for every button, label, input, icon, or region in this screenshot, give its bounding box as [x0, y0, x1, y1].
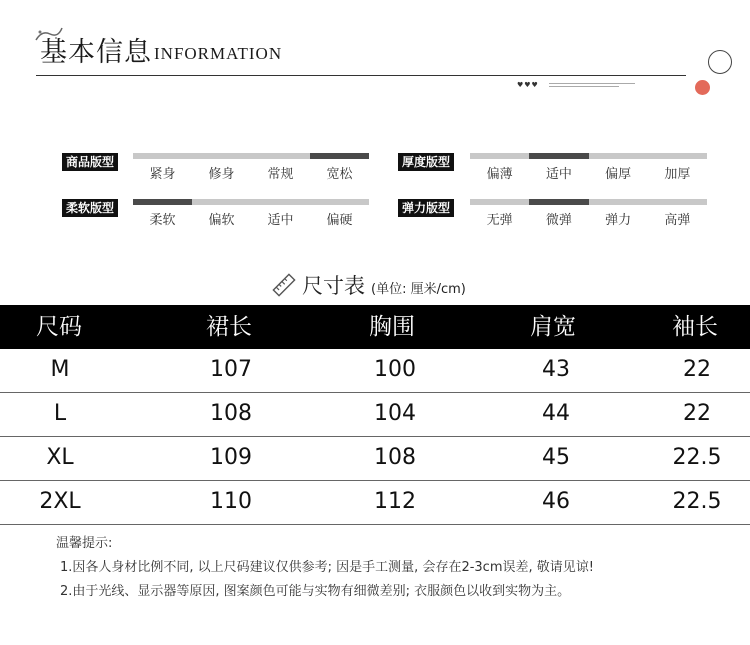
table-cell: 22 [683, 357, 711, 382]
attribute-option: 加厚 [664, 167, 691, 182]
decorative-hearts: ♥♥♥ [517, 81, 539, 89]
table-cell: 108 [374, 445, 416, 470]
table-row-divider [0, 436, 750, 437]
column-header-shoulder: 肩宽 [530, 314, 576, 340]
attribute-option: 常规 [267, 167, 294, 182]
table-cell: 107 [210, 357, 252, 382]
table-cell: XL [46, 445, 74, 470]
table-row-divider [0, 480, 750, 481]
column-header-bust: 胸围 [369, 314, 415, 340]
table-cell: 44 [542, 401, 570, 426]
attribute-selected-segment [133, 199, 192, 205]
attribute-selected-segment [529, 153, 588, 159]
size-chart-unit: (单位: 厘米/cm) [371, 281, 466, 297]
table-cell: 108 [210, 401, 252, 426]
decorative-lines [549, 83, 635, 89]
size-chart-title: 尺寸表 [302, 274, 365, 298]
table-cell: 100 [374, 357, 416, 382]
table-cell: 43 [542, 357, 570, 382]
table-row-divider [0, 524, 750, 525]
attribute-option: 柔软 [149, 213, 176, 228]
attribute-option: 宽松 [326, 167, 353, 182]
attribute-option: 高弹 [664, 213, 691, 228]
attribute-option: 适中 [545, 167, 572, 182]
note-item-1: 1.因各人身材比例不同, 以上尺码建议仅供参考; 因是手工测量, 会存在2-3cm误差, 敬请见谅! [60, 560, 594, 575]
attribute-scale-bar [133, 199, 369, 205]
attribute-option: 偏软 [208, 213, 235, 228]
table-cell: 104 [374, 401, 416, 426]
table-cell: M [50, 357, 70, 382]
decorative-circle-icon [708, 50, 732, 74]
table-cell: 45 [542, 445, 570, 470]
note-item-2: 2.由于光线、显示器等原因, 图案颜色可能与实物有细微差别; 衣服颜色以收到实物为主。 [60, 584, 571, 599]
attribute-label: 厚度版型 [398, 153, 454, 171]
table-cell: 22.5 [672, 489, 722, 514]
table-cell: 112 [374, 489, 416, 514]
attribute-scale-bar [470, 153, 707, 159]
size-chart-heading [272, 270, 466, 300]
attribute-option: 弹力 [605, 213, 632, 228]
table-cell: 22 [683, 401, 711, 426]
attribute-label: 柔软版型 [62, 199, 118, 217]
attribute-option: 微弹 [545, 213, 572, 228]
table-cell: 110 [210, 489, 252, 514]
table-cell: 2XL [39, 489, 81, 514]
size-table-header [0, 305, 750, 349]
column-header-length: 裙长 [206, 314, 252, 340]
attribute-option: 偏硬 [326, 213, 353, 228]
attribute-label: 商品版型 [62, 153, 118, 171]
attribute-selected-segment [310, 153, 369, 159]
table-cell: 22.5 [672, 445, 722, 470]
attribute-scale-bar [133, 153, 369, 159]
section-title: 基本信息 [40, 37, 152, 68]
section-title-english: INFORMATION [154, 44, 283, 63]
column-header-size: 尺码 [36, 314, 82, 340]
attribute-scale-bar [470, 199, 707, 205]
table-cell: 109 [210, 445, 252, 470]
attribute-option: 偏薄 [486, 167, 513, 182]
attribute-option: 适中 [267, 213, 294, 228]
attribute-label: 弹力版型 [398, 199, 454, 217]
column-header-sleeve: 袖长 [672, 314, 718, 340]
header-divider [36, 75, 686, 76]
attribute-option: 紧身 [149, 167, 176, 182]
attribute-option: 修身 [208, 167, 235, 182]
table-cell: 46 [542, 489, 570, 514]
notes-heading: 温馨提示: [56, 536, 113, 551]
table-cell: L [53, 401, 67, 426]
decorative-red-dot-icon [695, 80, 710, 95]
attribute-option: 偏厚 [605, 167, 632, 182]
ruler-icon [272, 273, 296, 297]
attribute-option: 无弹 [486, 213, 513, 228]
attribute-selected-segment [529, 199, 588, 205]
table-row-divider [0, 392, 750, 393]
